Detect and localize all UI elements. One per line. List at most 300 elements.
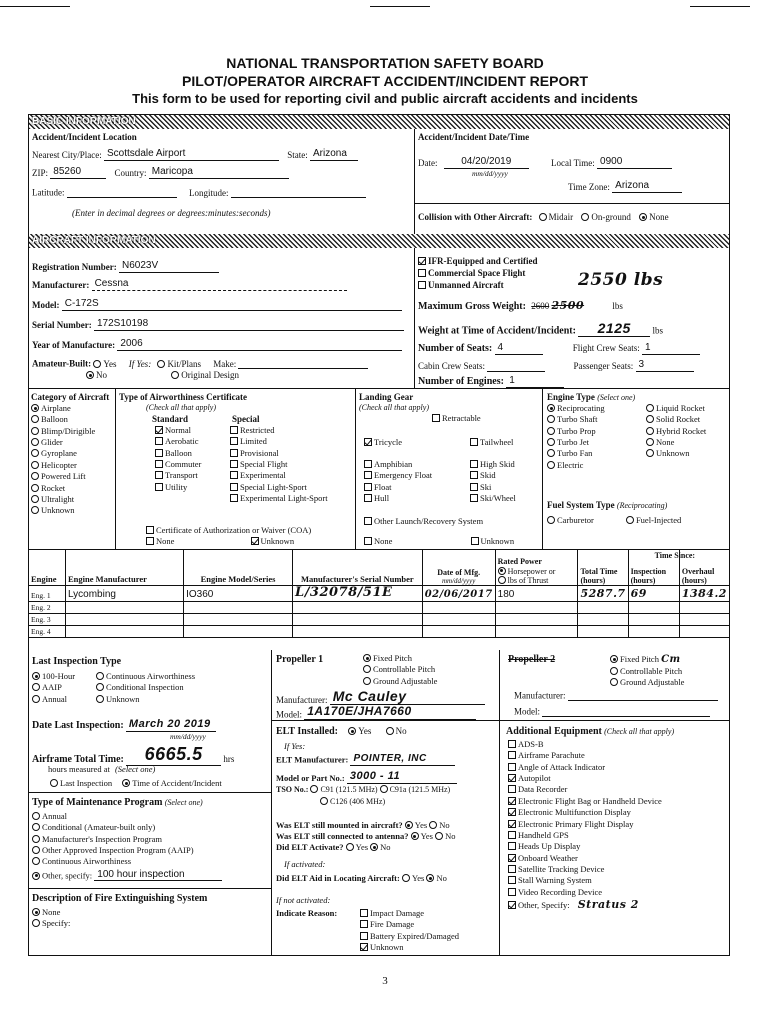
eng-label: Eng. 2 xyxy=(29,601,66,613)
measured-time-accident-radio[interactable]: Time of Accident/Incident xyxy=(122,778,221,788)
eng-cell[interactable] xyxy=(184,613,293,625)
state-label: State: xyxy=(287,150,308,161)
eng-cell[interactable] xyxy=(65,601,183,613)
maint-manufacturer-radio[interactable]: Manufacturer's Inspection Program xyxy=(32,835,222,845)
th-mfr: Engine Manufacturer xyxy=(65,550,183,586)
eng-cell[interactable] xyxy=(628,625,679,637)
prop1-fixed-radio[interactable]: Fixed Pitch xyxy=(363,654,437,664)
th-ovh: Overhaul (hours) xyxy=(679,550,729,586)
scan-mark xyxy=(0,6,70,7)
gear-emergency-float-checkbox[interactable]: Emergency Float xyxy=(364,471,432,481)
form-purpose: This form to be used for reporting civil and public aircraft accidents and incidents xyxy=(132,91,638,106)
maint-heading: Type of Maintenance Program xyxy=(32,797,163,808)
reg-field[interactable]: N6023V xyxy=(119,260,219,273)
divider xyxy=(115,388,116,549)
flight-crew-field[interactable]: 1 xyxy=(642,342,700,355)
make-label: Make: xyxy=(213,358,237,369)
cert-standard: Standard xyxy=(152,414,189,424)
elt-tso-label: TSO No.: xyxy=(276,785,309,794)
eng-cell[interactable] xyxy=(628,613,679,625)
eng-cell[interactable] xyxy=(293,625,423,637)
power-thrust-radio[interactable]: lbs of Thrust xyxy=(498,576,576,585)
measured-label: hours measured at xyxy=(48,764,110,774)
equip-adsb-checkbox[interactable]: ADS-B xyxy=(508,740,662,750)
equipment-heading: Additional Equipment xyxy=(506,726,602,737)
eng-cell[interactable] xyxy=(495,625,578,637)
page-number: 3 xyxy=(382,975,388,987)
gear-skiwheel-checkbox[interactable]: Ski/Wheel xyxy=(470,494,516,504)
cert-normal-checkbox[interactable]: Normal xyxy=(155,426,201,436)
prop2-heading: Propeller 2 xyxy=(508,654,556,665)
equip-parachute-checkbox[interactable]: Airframe Parachute xyxy=(508,751,662,761)
th-model: Engine Model/Series xyxy=(184,550,293,586)
equipment-hint: (Check all that apply) xyxy=(604,727,675,736)
category-rocket-radio[interactable]: Rocket xyxy=(31,484,95,494)
prop2-controllable-radio[interactable]: Controllable Pitch xyxy=(610,667,684,677)
elt-reason-fire-checkbox[interactable]: Fire Damage xyxy=(360,920,459,930)
elt-q1: Was ELT still mounted in aircraft? xyxy=(276,820,403,830)
make-field[interactable] xyxy=(238,358,368,369)
scan-mark xyxy=(370,6,430,7)
eng-cell[interactable] xyxy=(578,601,628,613)
mgw-struck2: 2500 xyxy=(551,299,585,312)
nearest-label: Nearest City/Place: xyxy=(32,150,102,161)
elt-q3-no-radio[interactable]: No xyxy=(370,842,390,852)
coord-note: (Enter in decimal degrees or degrees:minutes:seconds) xyxy=(72,208,271,218)
prop1-model-label: Model: xyxy=(276,709,302,720)
engine-turbojet-radio[interactable]: Turbo Jet xyxy=(547,438,605,448)
category-airplane-radio[interactable]: Airplane xyxy=(31,404,95,414)
ifr-checkbox[interactable]: IFR-Equipped and Certified xyxy=(418,256,538,266)
elt-tso-c91a-radio[interactable]: C91a (121.5 MHz) xyxy=(380,785,451,794)
date-label: Date: xyxy=(418,158,438,169)
eng-cell[interactable] xyxy=(422,613,495,625)
country-label: Country: xyxy=(114,168,147,179)
prop2-note: Cm xyxy=(661,654,681,665)
elt-tso-c126-radio[interactable]: C126 (406 MHz) xyxy=(320,797,385,806)
fuel-hint: (Reciprocating) xyxy=(616,501,668,510)
engine-hybrid-rocket-radio[interactable]: Hybrid Rocket xyxy=(646,427,706,437)
cert-limited-checkbox[interactable]: Limited xyxy=(230,437,328,447)
equip-other-field[interactable]: Stratus 2 xyxy=(577,898,639,912)
fire-specify-radio[interactable]: Specify: xyxy=(32,919,70,929)
eng-cell[interactable] xyxy=(495,613,578,625)
insp-date-format: mm/dd/yyyy xyxy=(170,732,206,741)
eng-label: Eng. 1 xyxy=(29,586,66,602)
state-field[interactable]: Arizona xyxy=(310,148,358,161)
divider xyxy=(542,388,543,549)
divider xyxy=(271,650,272,956)
gear-hint: (Check all that apply) xyxy=(359,403,429,412)
longitude-field[interactable] xyxy=(231,187,366,198)
cert-heading: Type of Airworthiness Certificate xyxy=(119,392,248,402)
eng-cell[interactable] xyxy=(578,625,628,637)
reg-label: Registration Number: xyxy=(32,262,117,273)
category-powered-lift-radio[interactable]: Powered Lift xyxy=(31,472,95,482)
mgw-unit: lbs xyxy=(612,301,623,311)
table-row xyxy=(29,601,730,613)
fuel-carburetor-radio[interactable]: Carburetor xyxy=(547,515,594,525)
th-engine: Engine xyxy=(29,550,66,586)
engine-turbofan-radio[interactable]: Turbo Fan xyxy=(547,449,605,459)
engine-unknown-radio[interactable]: Unknown xyxy=(646,449,706,459)
prop2-model-field[interactable] xyxy=(542,706,710,717)
cert-restricted-checkbox[interactable]: Restricted xyxy=(230,426,328,436)
gear-hull-checkbox[interactable]: Hull xyxy=(364,494,432,504)
eng-cell[interactable] xyxy=(679,625,729,637)
aftt-label: Airframe Total Time: xyxy=(32,754,124,766)
gear-float-checkbox[interactable]: Float xyxy=(364,483,432,493)
maint-aaip-radio[interactable]: Other Approved Inspection Program (AAIP) xyxy=(32,846,222,856)
collision-none-radio[interactable]: None xyxy=(639,212,669,222)
prop2-fixed-radio[interactable]: Fixed Pitch Cm xyxy=(610,654,684,666)
insp-100hr-radio[interactable]: 100-Hour xyxy=(32,672,75,682)
gear-ski-checkbox[interactable]: Ski xyxy=(470,483,516,493)
divider xyxy=(28,792,271,793)
nearest-field[interactable]: Scottsdale Airport xyxy=(104,148,279,161)
maint-continuous-radio[interactable]: Continuous Airworthiness xyxy=(32,857,222,867)
power-hp-radio[interactable]: Horsepower or xyxy=(498,567,576,576)
eng-serial-cell[interactable]: L/32078/51E xyxy=(293,586,423,602)
passenger-label: Passenger Seats: xyxy=(573,361,634,372)
th-since: Time Since: xyxy=(654,551,696,560)
gear-launch-checkbox[interactable]: Other Launch/Recovery System xyxy=(364,517,483,527)
elt-ifnot: If not activated: xyxy=(276,895,331,905)
weight-unit: lbs xyxy=(652,325,663,336)
mgw-label: Maximum Gross Weight: xyxy=(418,301,526,312)
elt-mfr-field[interactable]: POINTER, INC xyxy=(350,753,455,766)
insp-unknown-radio[interactable]: Unknown xyxy=(96,695,195,705)
maint-other-radio[interactable]: Other, specify: 100 hour inspection xyxy=(32,869,222,882)
equip-data-recorder-checkbox[interactable]: Data Recorder xyxy=(508,785,662,795)
category-ultralight-radio[interactable]: Ultralight xyxy=(31,495,95,505)
section-title-aircraft: AIRCRAFT INFORMATION xyxy=(32,235,156,246)
inspection-heading: Last Inspection Type xyxy=(32,656,122,667)
prop1-mfr-field[interactable]: Mc Cauley xyxy=(330,688,485,705)
elt-model-label: Model or Part No.: xyxy=(276,772,345,783)
eng-cell[interactable] xyxy=(422,625,495,637)
divider xyxy=(355,388,356,549)
cert-utility-checkbox[interactable]: Utility xyxy=(155,483,201,493)
elt-q3: Did ELT Activate? xyxy=(276,842,344,852)
eng-cell[interactable] xyxy=(495,601,578,613)
seats-label: Number of Seats: xyxy=(418,343,493,354)
amateur-yes-radio[interactable]: Yes xyxy=(93,359,116,369)
cert-balloon-checkbox[interactable]: Balloon xyxy=(155,449,201,459)
latitude-field[interactable] xyxy=(67,187,177,198)
eng-label: Eng. 3 xyxy=(29,613,66,625)
eng-cell[interactable] xyxy=(679,613,729,625)
equip-satellite-checkbox[interactable]: Satellite Tracking Device xyxy=(508,865,662,875)
th-serial: Manufacturer's Serial Number xyxy=(293,550,423,586)
model-field[interactable]: C-172S xyxy=(62,298,402,311)
category-unknown-radio[interactable]: Unknown xyxy=(31,506,95,516)
gear-none-checkbox[interactable]: None xyxy=(364,536,392,546)
insp-date-label: Date Last Inspection: xyxy=(32,720,124,732)
eng-cell[interactable] xyxy=(293,613,423,625)
cert-none-checkbox[interactable]: None xyxy=(146,536,174,546)
eng-cell[interactable] xyxy=(578,613,628,625)
cert-special: Special xyxy=(232,414,260,424)
fire-none-radio[interactable]: None xyxy=(32,908,70,918)
elt-reason-unknown-checkbox[interactable]: Unknown xyxy=(360,943,459,953)
gear-tailwheel-checkbox[interactable]: Tailwheel xyxy=(470,438,513,448)
elt-tso-c91-radio[interactable]: C91 (121.5 MHz) xyxy=(310,785,377,794)
uas-checkbox[interactable]: Unmanned Aircraft xyxy=(418,280,538,290)
timezone-field[interactable]: Arizona xyxy=(612,180,682,193)
form-title: NATIONAL TRANSPORTATION SAFETY BOARD xyxy=(226,55,544,71)
insp-continuous-radio[interactable]: Continuous Airworthiness xyxy=(96,672,195,682)
elt-q1-yes-radio[interactable]: Yes xyxy=(405,820,427,830)
cert-unknown-checkbox[interactable]: Unknown xyxy=(251,536,295,546)
elt-ifyes: If Yes: xyxy=(284,741,306,751)
gear-skid-checkbox[interactable]: Skid xyxy=(470,471,516,481)
prop2-ground-radio[interactable]: Ground Adjustable xyxy=(610,678,684,688)
datetime-heading: Accident/Incident Date/Time xyxy=(418,132,530,142)
passenger-field[interactable]: 3 xyxy=(636,359,694,372)
elt-q4-no-radio[interactable]: No xyxy=(426,873,446,883)
measured-last-insp-radio[interactable]: Last Inspection xyxy=(50,778,112,788)
elt-q3-yes-radio[interactable]: Yes xyxy=(346,842,368,852)
cert-experimental-lsa-checkbox[interactable]: Experimental Light-Sport xyxy=(230,494,328,504)
eng-date-cell[interactable]: 02/06/2017 xyxy=(422,586,495,602)
table-row xyxy=(29,613,730,625)
cert-transport-checkbox[interactable]: Transport xyxy=(155,471,201,481)
equip-weather-checkbox[interactable]: Onboard Weather xyxy=(508,854,662,864)
equip-video-checkbox[interactable]: Video Recording Device xyxy=(508,888,662,898)
table-row xyxy=(29,625,730,637)
engines-field[interactable]: 1 xyxy=(506,375,564,388)
prop2-model-label: Model: xyxy=(514,706,540,717)
cert-special-flight-checkbox[interactable]: Special Flight xyxy=(230,460,328,470)
mgw-handwritten: 2550 lbs xyxy=(578,270,664,290)
equip-efb-checkbox[interactable]: Electronic Flight Bag or Handheld Device xyxy=(508,797,662,807)
engine-electric-radio[interactable]: Electric xyxy=(547,461,605,471)
cert-coa-checkbox[interactable]: Certificate of Authorization or Waiver (COA) xyxy=(146,526,311,536)
equip-pfd-checkbox[interactable]: Electronic Primary Flight Display xyxy=(508,820,662,830)
elt-reason-battery-checkbox[interactable]: Battery Expired/Damaged xyxy=(360,932,459,942)
country-field[interactable]: Maricopa xyxy=(149,166,289,179)
equip-gps-checkbox[interactable]: Handheld GPS xyxy=(508,831,662,841)
elt-no-radio[interactable]: No xyxy=(386,726,407,736)
cert-hint: (Check all that apply) xyxy=(146,403,216,412)
eng-label: Eng. 4 xyxy=(29,625,66,637)
csf-checkbox[interactable]: Commercial Space Flight xyxy=(418,268,538,278)
category-list xyxy=(31,404,95,518)
prop1-heading: Propeller 1 xyxy=(276,654,324,665)
collision-label: Collision with Other Aircraft: xyxy=(418,212,533,222)
year-field[interactable]: 2006 xyxy=(117,338,402,351)
collision-ground-radio[interactable]: On-ground xyxy=(581,212,631,222)
equip-autopilot-checkbox[interactable]: Autopilot xyxy=(508,774,662,784)
mfr-label: Manufacturer: xyxy=(32,280,90,291)
weight-field[interactable]: 2125 xyxy=(578,320,650,337)
equip-hud-checkbox[interactable]: Heads Up Display xyxy=(508,842,662,852)
maint-hint: (Select one) xyxy=(164,798,203,807)
gear-tricycle-checkbox[interactable]: Tricycle xyxy=(364,438,402,448)
measured-hint: (Select one) xyxy=(114,764,156,774)
insp-conditional-radio[interactable]: Conditional Inspection xyxy=(96,683,195,693)
equip-mfd-checkbox[interactable]: Electronic Multifunction Display xyxy=(508,808,662,818)
prop1-ground-radio[interactable]: Ground Adjustable xyxy=(363,677,437,687)
engine-liquid-rocket-radio[interactable]: Liquid Rocket xyxy=(646,404,706,414)
eng-power-cell[interactable]: 180 xyxy=(495,586,578,602)
fire-heading: Description of Fire Extinguishing System xyxy=(32,893,208,904)
elt-mfr-label: ELT Manufacturer: xyxy=(276,754,349,765)
elt-reason-label: Indicate Reason: xyxy=(276,908,338,918)
prop2-mfr-label: Manufacturer: xyxy=(514,690,566,701)
gear-highskid-checkbox[interactable]: High Skid xyxy=(470,460,516,470)
th-power: Rated Power xyxy=(497,557,542,567)
divider xyxy=(499,650,500,956)
year-label: Year of Manufacture: xyxy=(32,340,116,351)
th-date-fmt: mm/dd/yyyy xyxy=(441,576,476,585)
flight-crew-label: Flight Crew Seats: xyxy=(572,343,640,353)
equip-other-checkbox[interactable]: Other, Specify: Stratus 2 xyxy=(508,899,662,912)
seats-field[interactable]: 4 xyxy=(495,342,543,355)
date-format: mm/dd/yyyy xyxy=(472,169,508,178)
category-gyroplane-radio[interactable]: Gyroplane xyxy=(31,449,95,459)
elt-q1-no-radio[interactable]: No xyxy=(429,820,449,830)
divider xyxy=(414,203,729,204)
prop1-controllable-radio[interactable]: Controllable Pitch xyxy=(363,665,437,675)
eng-mfr-cell[interactable]: Lycombing xyxy=(65,586,183,602)
zip-label: ZIP: xyxy=(32,168,49,179)
cabin-crew-label: Cabin Crew Seats: xyxy=(418,361,485,372)
divider xyxy=(28,388,730,389)
eng-cell[interactable] xyxy=(184,601,293,613)
cert-provisional-checkbox[interactable]: Provisional xyxy=(230,449,328,459)
cabin-crew-field[interactable] xyxy=(487,361,545,372)
elt-q2-no-radio[interactable]: No xyxy=(435,831,455,841)
prop1-mfr-label: Manufacturer: xyxy=(276,694,328,705)
engine-solid-rocket-radio[interactable]: Solid Rocket xyxy=(646,415,706,425)
location-heading: Accident/Incident Location xyxy=(32,132,137,142)
serial-label: Serial Number: xyxy=(32,320,92,331)
mfr-field[interactable]: Cessna xyxy=(92,278,347,291)
original-design-radio[interactable]: Original Design xyxy=(171,370,239,380)
elt-q2: Was ELT still connected to antenna? xyxy=(276,831,409,841)
prop2-mfr-field[interactable] xyxy=(568,690,718,701)
elt-q4-yes-radio[interactable]: Yes xyxy=(402,873,424,883)
engine-turboshaft-radio[interactable]: Turbo Shaft xyxy=(547,415,605,425)
cert-commuter-checkbox[interactable]: Commuter xyxy=(155,460,201,470)
serial-field[interactable]: 172S10198 xyxy=(94,318,404,331)
engines-label: Number of Engines: xyxy=(418,376,504,387)
engine-type-heading: Engine Type xyxy=(547,392,595,402)
insp-annual-radio[interactable]: Annual xyxy=(32,695,75,705)
kit-radio[interactable]: Kit/Plans xyxy=(157,359,201,369)
cert-special-lsa-checkbox[interactable]: Special Light-Sport xyxy=(230,483,328,493)
weight-label: Weight at Time of Accident/Incident: xyxy=(418,325,576,337)
category-heading: Category of Aircraft xyxy=(31,392,110,402)
equip-aoa-checkbox[interactable]: Angle of Attack Indicator xyxy=(508,763,662,773)
maint-other-field[interactable]: 100 hour inspection xyxy=(94,869,222,882)
amateur-label: Amateur-Built: xyxy=(32,358,92,369)
time-field[interactable]: 0900 xyxy=(597,156,672,169)
elt-yes-radio[interactable]: Yes xyxy=(348,726,371,736)
maint-conditional-radio[interactable]: Conditional (Amateur-built only) xyxy=(32,823,222,833)
collision-midair-radio[interactable]: Midair xyxy=(539,212,574,222)
cert-aerobatic-checkbox[interactable]: Aerobatic xyxy=(155,437,201,447)
zip-field[interactable]: 85260 xyxy=(50,166,106,179)
category-glider-radio[interactable]: Glider xyxy=(31,438,95,448)
gear-unknown-checkbox[interactable]: Unknown xyxy=(471,536,515,546)
eng-cell[interactable] xyxy=(65,625,183,637)
fuel-injected-radio[interactable]: Fuel-Injected xyxy=(626,515,681,525)
equip-stall-checkbox[interactable]: Stall Warning System xyxy=(508,876,662,886)
amateur-no-radio[interactable]: No xyxy=(86,370,107,380)
maint-annual-radio[interactable]: Annual xyxy=(32,812,222,822)
divider xyxy=(28,888,271,889)
engine-none-radio[interactable]: None xyxy=(646,438,706,448)
elt-reason-impact-checkbox[interactable]: Impact Damage xyxy=(360,909,459,919)
cert-experimental-checkbox[interactable]: Experimental xyxy=(230,471,328,481)
eng-total-cell[interactable]: 5287.7 xyxy=(578,586,628,602)
category-helicopter-radio[interactable]: Helicopter xyxy=(31,461,95,471)
divider xyxy=(414,129,415,234)
eng-cell[interactable] xyxy=(65,613,183,625)
eng-cell[interactable] xyxy=(628,601,679,613)
gear-heading: Landing Gear xyxy=(359,392,414,402)
section-title-basic: BASIC INFORMATION xyxy=(32,116,136,127)
elt-heading: ELT Installed: xyxy=(276,726,338,737)
latitude-label: Latitude: xyxy=(32,187,65,198)
mgw-struck: 2600 xyxy=(531,301,550,311)
insp-aaip-radio[interactable]: AAIP xyxy=(32,683,75,693)
model-label: Model: xyxy=(32,300,60,311)
date-field[interactable]: 04/20/2019 xyxy=(444,156,529,169)
prop1-model-field[interactable]: 1A170E/JHA7660 xyxy=(304,705,476,720)
amateur-ifyes: If Yes: xyxy=(128,358,152,369)
th-total: Total Time (hours) xyxy=(578,550,628,586)
eng-cell[interactable] xyxy=(293,601,423,613)
aftt-field[interactable]: 6665.5 xyxy=(126,744,221,766)
eng-cell[interactable] xyxy=(679,601,729,613)
th-insp: Inspection (hours) xyxy=(630,566,667,585)
elt-model-field[interactable]: 3000 - 11 xyxy=(347,770,457,784)
scan-mark xyxy=(690,6,750,7)
category-blimp-radio[interactable]: Blimp/Dirigible xyxy=(31,427,95,437)
eng-ovh-cell[interactable]: 1384.2 xyxy=(679,586,729,602)
gear-amphibian-checkbox[interactable]: Amphibian xyxy=(364,460,432,470)
eng-cell[interactable] xyxy=(422,601,495,613)
category-balloon-radio[interactable]: Balloon xyxy=(31,415,95,425)
timezone-label: Time Zone: xyxy=(568,182,610,193)
engine-turboprop-radio[interactable]: Turbo Prop xyxy=(547,427,605,437)
eng-cell[interactable] xyxy=(184,625,293,637)
aftt-unit: hrs xyxy=(223,754,235,765)
th-date: Date of Mfg. xyxy=(437,567,481,577)
divider xyxy=(271,720,730,721)
engine-type-hint: (Select one) xyxy=(597,393,636,402)
fuel-heading: Fuel System Type xyxy=(547,500,615,510)
elt-q2-yes-radio[interactable]: Yes xyxy=(411,831,433,841)
divider xyxy=(414,248,415,388)
elt-ifactivated: If activated: xyxy=(284,859,326,869)
engine-table xyxy=(28,549,730,638)
longitude-label: Longitude: xyxy=(189,187,229,198)
engine-reciprocating-radio[interactable]: Reciprocating xyxy=(547,404,605,414)
time-label: Local Time: xyxy=(551,158,595,169)
gear-retractable-checkbox[interactable]: Retractable xyxy=(432,414,481,424)
table-row xyxy=(29,586,730,602)
insp-date-field[interactable]: March 20 2019 xyxy=(126,718,216,732)
elt-q4: Did ELT Aid in Locating Aircraft: xyxy=(276,873,400,883)
form-subtitle: PILOT/OPERATOR AIRCRAFT ACCIDENT/INCIDENT REPORT xyxy=(182,73,588,89)
eng-insp-cell[interactable]: 69 xyxy=(628,586,679,602)
eng-model-cell[interactable]: IO360 xyxy=(184,586,293,602)
